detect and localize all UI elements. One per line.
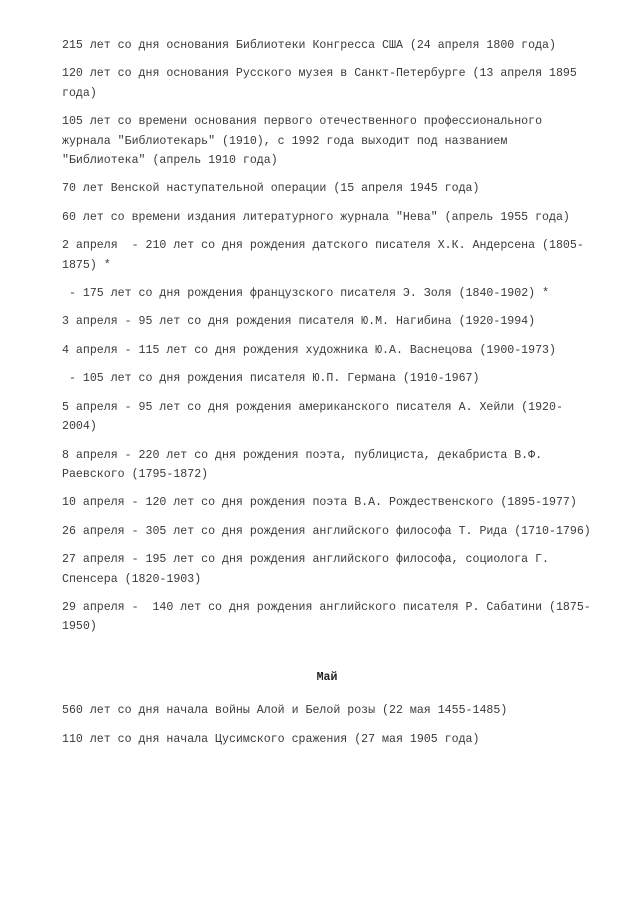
paragraph-zola: - 175 лет со дня рождения французского писателя Э. Золя (1840-1902) * [62,287,550,301]
paragraph-library-of-congress: 215 лет со дня основания Библиотеки Конгресса США (24 апреля 1800 года) [62,39,556,52]
document-page [62,36,592,758]
section-spacer [62,646,592,668]
paragraph-spencer: 27 апреля - 195 лет со дня рождения английского философа, социолога Г. Спенсера (1820-1903) [62,553,556,586]
paragraph-russian-museum: 120 лет со дня основания Русского музея в Санкт-Петербурге (13 апреля 1895 года) [62,67,584,100]
paragraph-bibliotekar-journal: 105 лет со времени основания первого отечественного профессионального журнала "Библиотекарь" (1910), с 1992 года выходит под названием "Библиотека" (апрель 1910 года) [62,115,550,168]
paragraph-andersen: 2 апреля - 210 лет со дня рождения датского писателя Х.К. Андерсена (1805-1875) * [62,239,584,272]
paragraph-raevsky: 8 апреля - 220 лет со дня рождения поэта, публициста, декабриста В.Ф. Раевского (1795-1872) [62,448,550,481]
section-heading-may: Май [316,670,338,684]
paragraph-sabatini: 29 апреля - 140 лет со дня рождения английского писателя Р. Сабатини (1875-1950) [62,600,591,634]
paragraph-wars-of-roses: 560 лет со дня начала войны Алой и Белой розы (22 мая 1455-1485) [62,704,508,718]
paragraph-tsushima: 110 лет со дня начала Цусимского сражения (27 мая 1905 года) [62,732,480,746]
paragraph-hailey: 5 апреля - 95 лет со дня рождения американского писателя А. Хейли (1920-2004) [62,400,563,434]
paragraph-nagibin: 3 апреля - 95 лет со дня рождения писателя Ю.М. Нагибина (1920-1994) [62,315,536,329]
paragraph-neva-journal: 60 лет со времени издания литературного журнала "Нева" (апрель 1955 года) [62,210,570,224]
paragraph-vasnetsov: 4 апреля - 115 лет со дня рождения художника Ю.А. Васнецова (1900-1973) [62,343,556,357]
paragraph-rozhdestvensky: 10 апреля - 120 лет со дня рождения поэта В.А. Рождественского (1895-1977) [62,496,577,510]
paragraph-german: - 105 лет со дня рождения писателя Ю.П. Германа (1910-1967) [62,372,480,386]
paragraph-vienna-operation: 70 лет Венской наступательной операции (15 апреля 1945 года) [62,182,480,196]
paragraph-reid: 26 апреля - 305 лет со дня рождения английского философа Т. Рида (1710-1796) [62,524,591,538]
